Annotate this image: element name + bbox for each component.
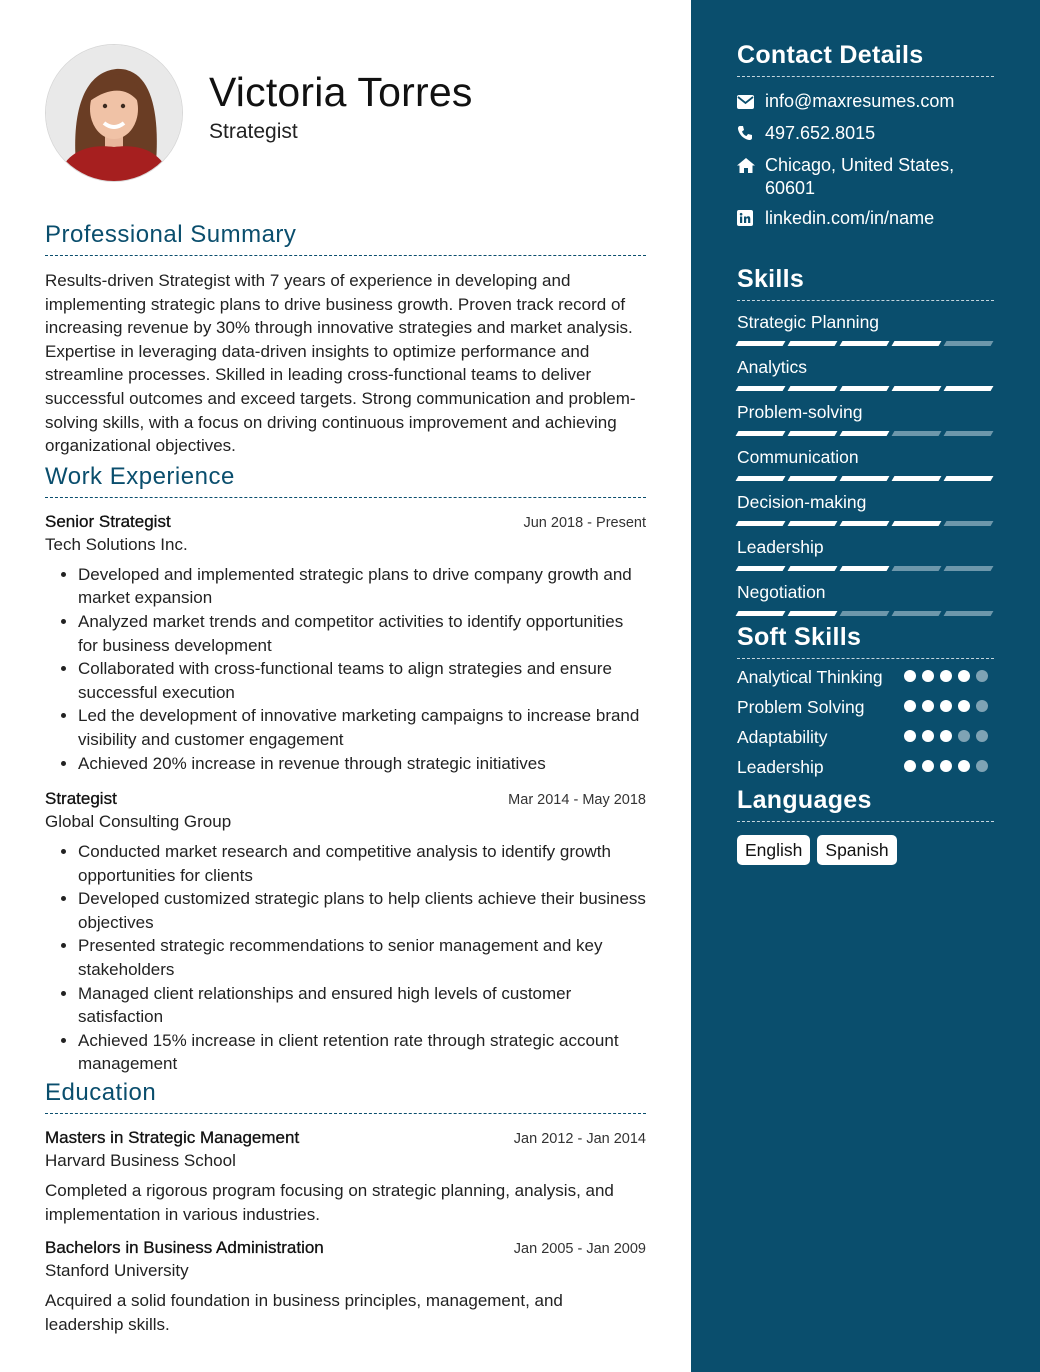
skill-level-segment — [736, 476, 786, 481]
summary-section — [45, 220, 646, 458]
job-date: Mar 2014 - May 2018 — [508, 792, 646, 809]
skill-level-segment — [944, 476, 994, 481]
languages-list — [737, 835, 994, 865]
skill-level-segment — [840, 611, 890, 616]
skill-level-segment — [892, 386, 942, 391]
skill-level-bar — [737, 521, 994, 526]
rating-dot — [958, 730, 970, 742]
education-date: Jan 2012 - Jan 2014 — [513, 1131, 646, 1148]
job-title: Strategist — [45, 789, 117, 809]
skill-level-segment — [736, 611, 786, 616]
rating-dot — [922, 730, 934, 742]
rating-dot — [922, 670, 934, 682]
skill-level-segment — [788, 521, 838, 526]
skill-level-segment — [736, 431, 786, 436]
person-name: Victoria Torres — [209, 69, 473, 115]
job-entry — [45, 512, 646, 775]
skill-level-segment — [840, 341, 890, 346]
skill-level-segment — [892, 611, 942, 616]
rating-dot — [940, 700, 952, 712]
skill-level-segment — [944, 521, 994, 526]
job-bullet: • Presented strategic recommendations to senior management and key stakeholders — [78, 934, 646, 981]
rating-dot — [904, 670, 916, 682]
languages-section — [737, 785, 994, 865]
skill-name: Leadership — [737, 537, 824, 557]
soft-skill-name: Leadership — [737, 757, 824, 777]
rating-dot — [976, 670, 988, 682]
skill-level-segment — [736, 566, 786, 571]
job-bullet: • Led the development of innovative marketing campaigns to increase brand visibility and customer engagement — [78, 704, 646, 751]
soft-skill-rating — [904, 726, 994, 749]
skills-title: Skills — [737, 264, 994, 301]
education-title: Education — [45, 1078, 646, 1114]
rating-dot — [958, 760, 970, 772]
skill-level-segment — [736, 521, 786, 526]
skill-level-segment — [892, 476, 942, 481]
skill-name: Negotiation — [737, 582, 826, 602]
skill-level-bar — [737, 566, 994, 571]
language-chip: English — [737, 835, 810, 865]
soft-skills-list — [737, 666, 994, 779]
skill-level-segment — [944, 431, 994, 436]
education-entry — [45, 1238, 646, 1336]
languages-title: Languages — [737, 785, 994, 822]
skill-level-segment — [944, 341, 994, 346]
soft-skill-row — [737, 666, 994, 689]
skill-level-segment — [788, 341, 838, 346]
rating-dot — [958, 670, 970, 682]
skills-list — [737, 311, 994, 616]
rating-dot — [976, 760, 988, 772]
contact-phone[interactable] — [737, 122, 994, 147]
rating-dot — [904, 700, 916, 712]
skill-level-segment — [736, 386, 786, 391]
skill-level-segment — [736, 341, 786, 346]
rating-dot — [958, 700, 970, 712]
soft-skill-name: Problem Solving — [737, 697, 865, 717]
job-bullets — [45, 840, 646, 1076]
rating-dot — [940, 730, 952, 742]
job-bullet: • Managed client relationships and ensured high levels of customer satisfaction — [78, 982, 646, 1029]
skill-level-segment — [944, 386, 994, 391]
skill-level-segment — [840, 476, 890, 481]
job-title: Senior Strategist — [45, 511, 171, 531]
job-bullet: • Achieved 20% increase in revenue through strategic initiatives — [78, 752, 646, 776]
skill-level-segment — [892, 521, 942, 526]
skill-level-segment — [840, 386, 890, 391]
soft-skill-rating — [904, 696, 994, 719]
job-entry — [45, 789, 646, 1076]
rating-dot — [976, 730, 988, 742]
education-header — [45, 1238, 646, 1258]
avatar — [45, 44, 183, 182]
work-section — [45, 462, 646, 1076]
soft-skills-section — [737, 622, 994, 779]
skill-name: Strategic Planning — [737, 312, 880, 332]
profile-photo — [46, 45, 182, 181]
job-bullet: • Developed customized strategic plans to help clients achieve their business objectives — [78, 887, 646, 934]
skill-level-segment — [840, 521, 890, 526]
contact-email[interactable] — [737, 90, 994, 115]
address-text: Chicago, United States, 60601 — [765, 155, 955, 198]
degree-title: Masters in Strategic Management — [45, 1128, 300, 1148]
soft-skill-rating — [904, 666, 994, 689]
job-bullet: • Developed and implemented strategic plans to drive company growth and market expansion — [78, 563, 646, 610]
skill-name: Decision-making — [737, 492, 867, 512]
skill-level-segment — [892, 431, 942, 436]
school-name: Harvard Business School — [45, 1151, 236, 1171]
skill-name: Communication — [737, 447, 859, 467]
skill-level-segment — [944, 611, 994, 616]
linkedin-icon — [737, 207, 765, 232]
soft-skill-row — [737, 696, 994, 719]
rating-dot — [940, 760, 952, 772]
person-role: Strategist — [209, 120, 298, 143]
education-date: Jan 2005 - Jan 2009 — [513, 1241, 646, 1258]
skill-level-bar — [737, 611, 994, 616]
skills-section — [737, 264, 994, 616]
skill-name: Problem-solving — [737, 402, 863, 422]
envelope-icon — [737, 90, 765, 115]
school-name: Stanford University — [45, 1261, 189, 1281]
degree-title: Bachelors in Business Administration — [45, 1238, 324, 1258]
skill-level-segment — [944, 566, 994, 571]
skill-level-segment — [788, 476, 838, 481]
contact-linkedin[interactable] — [737, 207, 994, 232]
skill-name: Analytics — [737, 357, 808, 377]
job-bullet: • Conducted market research and competitive analysis to identify growth opportunities for clients — [78, 840, 646, 887]
home-icon — [737, 154, 765, 179]
job-bullet: • Collaborated with cross-functional teams to align strategies and ensure successful execution — [78, 657, 646, 704]
skill-level-segment — [840, 566, 890, 571]
linkedin-text: linkedin.com/in/name — [765, 208, 935, 228]
language-chip: Spanish — [817, 835, 896, 865]
phone-icon — [737, 122, 765, 147]
resume-header — [45, 44, 646, 182]
rating-dot — [922, 700, 934, 712]
job-bullets — [45, 563, 646, 775]
job-bullet: • Analyzed market trends and competitor activities to identify opportunities for business development — [78, 610, 646, 657]
job-org: Tech Solutions Inc. — [45, 534, 188, 554]
skill-level-bar — [737, 476, 994, 481]
soft-skill-row — [737, 726, 994, 749]
summary-text: Results-driven Strategist with 7 years of experience in developing and implementing strategic plans to drive business growth. Proven track record of increasing revenue by 30% through innovative strategies and market analysis. Expertise in leveraging data-driven insights to optimize performance and streamline processes. Skilled in leading cross-functional teams to deliver successful outcomes and exceed targets. Strong communication and problem-solving skills, with a focus on driving continuous improvement and achieving organizational objectives. — [45, 271, 636, 456]
soft-skills-title: Soft Skills — [737, 622, 994, 659]
soft-skill-name: Analytical Thinking — [737, 667, 883, 687]
sidebar — [691, 0, 1040, 1372]
work-title: Work Experience — [45, 462, 646, 498]
skill-level-segment — [788, 386, 838, 391]
soft-skill-rating — [904, 756, 994, 779]
skill-level-bar — [737, 341, 994, 346]
soft-skill-name: Adaptability — [737, 727, 828, 747]
soft-skill-row — [737, 756, 994, 779]
education-entry — [45, 1128, 646, 1226]
skill-level-segment — [892, 566, 942, 571]
job-bullet: • Achieved 15% increase in client retention rate through strategic account management — [78, 1029, 646, 1076]
rating-dot — [922, 760, 934, 772]
skill-level-bar — [737, 386, 994, 391]
education-desc: Acquired a solid foundation in business principles, management, and leadership skills. — [45, 1291, 563, 1334]
rating-dot — [940, 670, 952, 682]
contact-address — [737, 154, 994, 200]
skill-level-segment — [788, 431, 838, 436]
rating-dot — [904, 760, 916, 772]
skill-level-segment — [788, 611, 838, 616]
rating-dot — [976, 700, 988, 712]
name-block — [209, 68, 473, 144]
job-org: Global Consulting Group — [45, 812, 232, 832]
rating-dot — [904, 730, 916, 742]
contact-section — [737, 40, 994, 232]
skill-level-segment — [892, 341, 942, 346]
contact-title: Contact Details — [737, 40, 994, 77]
education-header — [45, 1128, 646, 1148]
education-section — [45, 1078, 646, 1336]
email-text: info@maxresumes.com — [765, 91, 955, 111]
skill-level-bar — [737, 431, 994, 436]
phone-text: 497.652.8015 — [765, 123, 876, 143]
summary-title: Professional Summary — [45, 220, 646, 256]
skill-level-segment — [788, 566, 838, 571]
job-header — [45, 789, 646, 809]
job-date: Jun 2018 - Present — [523, 514, 646, 531]
education-desc: Completed a rigorous program focusing on strategic planning, analysis, and implementation in various industries. — [45, 1181, 614, 1224]
skill-level-segment — [840, 431, 890, 436]
job-header — [45, 512, 646, 532]
